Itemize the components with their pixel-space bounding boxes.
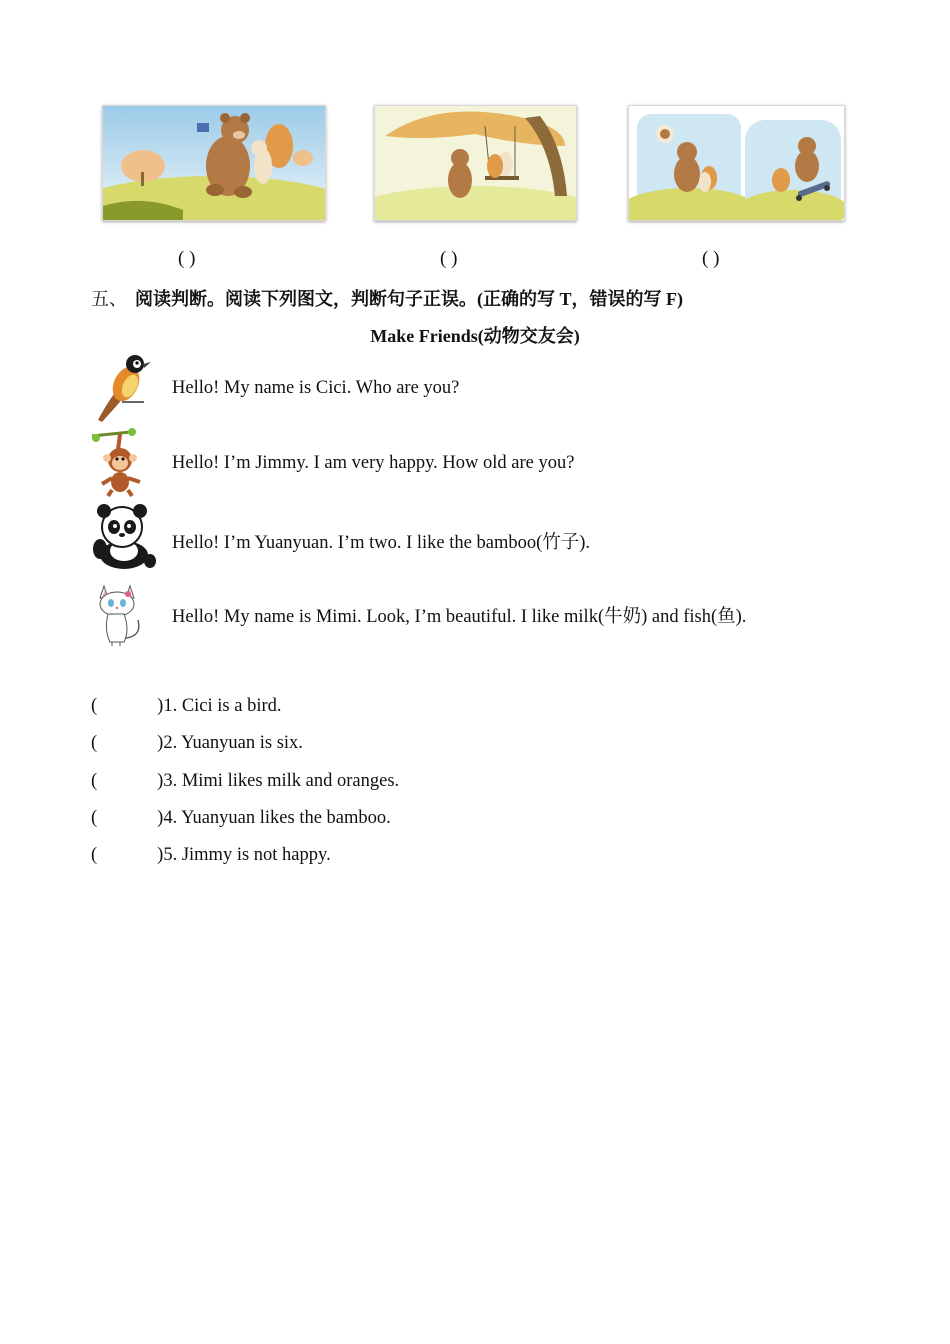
section-instruction: 阅读判断。阅读下列图文，判断句子正误。(正确的写 T，错误的写 F) bbox=[135, 289, 683, 309]
question-1 bbox=[91, 696, 282, 717]
question-5-paren-open: ( bbox=[91, 845, 98, 865]
passage-line-4: Hello! My name is Mimi. Look, I’m beautiful. I like milk(牛奶) and fish(鱼). bbox=[172, 607, 747, 627]
question-1-text: )1. Cici is a bird. bbox=[157, 696, 282, 716]
answer-blank-2[interactable]: ( ) bbox=[440, 248, 458, 269]
bird-icon bbox=[90, 352, 152, 424]
bear-swing-icon bbox=[375, 106, 576, 220]
picture-1 bbox=[102, 105, 326, 221]
passage-animal-3 bbox=[90, 503, 156, 576]
passage-line-3: Hello! I’m Yuanyuan. I’m two. I like the bamboo(竹子). bbox=[172, 533, 591, 553]
passage-line-1: Hello! My name is Cici. Who are you? bbox=[172, 378, 460, 398]
bear-squirrel-photo-icon bbox=[103, 106, 325, 220]
cat-icon bbox=[90, 580, 150, 648]
passage-animal-2 bbox=[90, 428, 152, 503]
question-3-text: )3. Mimi likes milk and oranges. bbox=[157, 771, 400, 791]
passage-animal-4 bbox=[90, 580, 150, 653]
section-number: 五、 bbox=[91, 289, 127, 309]
question-5 bbox=[91, 845, 331, 866]
question-4-paren-open: ( bbox=[91, 808, 98, 828]
question-3-paren-open: ( bbox=[91, 771, 98, 791]
question-1-paren-open: ( bbox=[91, 696, 98, 716]
monkey-icon bbox=[90, 428, 152, 498]
panda-icon bbox=[90, 503, 156, 571]
question-5-text: )5. Jimmy is not happy. bbox=[157, 845, 331, 865]
question-4 bbox=[91, 808, 391, 829]
picture-2 bbox=[374, 105, 577, 221]
passage-line-2: Hello! I’m Jimmy. I am very happy. How old are you? bbox=[172, 453, 575, 473]
question-4-text: )4. Yuanyuan likes the bamboo. bbox=[157, 808, 391, 828]
picture-3 bbox=[628, 105, 845, 221]
passage-animal-1 bbox=[90, 352, 152, 429]
question-2-text: )2. Yuanyuan is six. bbox=[157, 733, 303, 753]
passage-title: Make Friends(动物交友会) bbox=[370, 326, 580, 346]
answer-blank-1[interactable]: ( ) bbox=[178, 248, 196, 269]
question-2 bbox=[91, 733, 303, 754]
section-heading bbox=[91, 285, 683, 311]
question-2-paren-open: ( bbox=[91, 733, 98, 753]
answer-blank-3[interactable]: ( ) bbox=[702, 248, 720, 269]
question-3 bbox=[91, 771, 399, 792]
bear-skateboard-icon bbox=[629, 106, 844, 220]
